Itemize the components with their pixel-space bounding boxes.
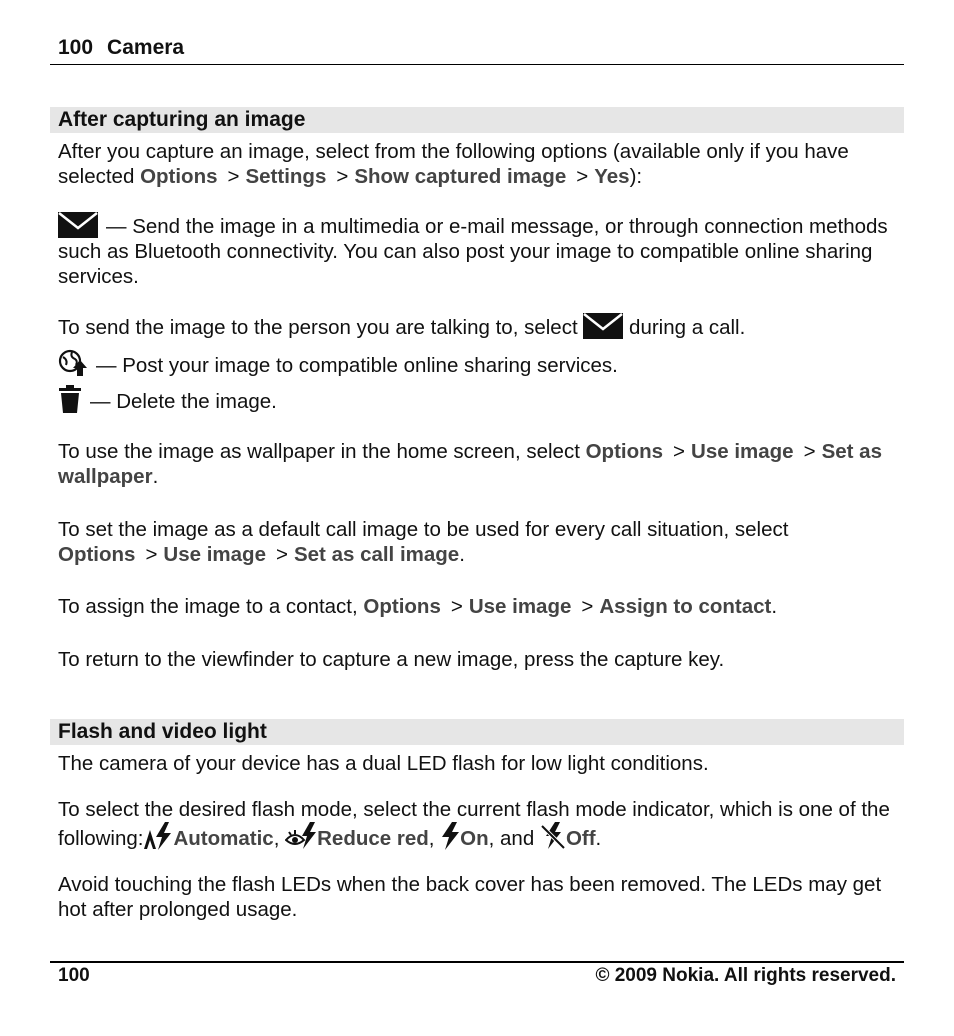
intro-text: After you capture an image, select from the following options (available only if you have selected (58, 140, 849, 188)
viewfinder-text: To return to the viewfinder to capture a new image, press the capture key. (58, 648, 725, 671)
ui-assign-to-contact: Assign to contact (599, 595, 772, 618)
flash-auto-icon (143, 822, 173, 850)
envelope-icon (583, 313, 623, 339)
contact-text: To assign the image to a contact, (58, 595, 364, 618)
contact-paragraph: To assign the image to a contact, Options > Use image > Assign to contact. (58, 595, 778, 618)
header-rule (50, 64, 904, 65)
header-page-number: 100 (58, 36, 94, 59)
send-call-end: during a call. (623, 316, 746, 339)
flash-and: , and (488, 827, 540, 850)
flash-p3 (58, 872, 904, 922)
flash-mode-reduce-red: Reduce red (317, 827, 429, 850)
ui-show-captured-image: Show captured image (354, 165, 567, 188)
flash-mode-on: On (460, 827, 489, 850)
flash-off-icon (540, 822, 566, 850)
flash-p2-end: . (595, 827, 602, 850)
intro-end: ): (629, 165, 643, 188)
wallpaper-text: To use the image as wallpaper in the home screen, select (58, 440, 586, 463)
trash-icon (58, 385, 82, 413)
flash-mode-automatic: Automatic (173, 827, 274, 850)
wallpaper-paragraph: To use the image as wallpaper in the home screen, select Options > Use image > Set as wallpaper. (58, 440, 882, 488)
ui-use-image: Use image (691, 440, 794, 463)
send-call-text: To send the image to the person you are talking to, select (58, 316, 584, 339)
send-paragraph (58, 212, 904, 289)
section-heading-bar (50, 107, 904, 133)
page-header (58, 36, 184, 60)
flash-p3-text: Avoid touching the flash LEDs when the back cover has been removed. The LEDs may get hot after prolonged usage. (58, 873, 882, 921)
ui-options: Options (58, 543, 136, 566)
section-title-flash: Flash and video light (58, 720, 267, 743)
flash-red-eye-icon (285, 822, 317, 850)
send-call-paragraph (58, 313, 904, 340)
ui-options: Options (585, 440, 664, 463)
header-chapter: Camera (107, 36, 185, 59)
footer-copyright: © 2009 Nokia. All rights reserved. (595, 965, 896, 986)
ui-options: Options (363, 595, 441, 618)
ui-settings: Settings (245, 165, 327, 188)
section-heading-bar (50, 719, 904, 745)
viewfinder-paragraph (58, 647, 904, 672)
flash-p2-text: To select the desired flash mode, select the current flash mode indicator, which is one of the following: (58, 798, 890, 850)
flash-on-icon (440, 822, 460, 850)
delete-text: — Delete the image. (90, 390, 277, 413)
ui-set-as-wallpaper: Set as wallpaper (58, 440, 882, 488)
wallpaper-end: . (152, 465, 159, 488)
post-text: — Post your image to compatible online sharing services. (96, 354, 618, 377)
ui-use-image: Use image (468, 595, 572, 618)
share-online-icon (58, 349, 88, 377)
flash-p1 (58, 751, 904, 776)
contact-end: . (771, 595, 778, 618)
intro-paragraph: After you capture an image, select from the following options (available only if you have selected Options > Settings > Show captured image > Yes): (58, 140, 849, 188)
footer-page-number: 100 (58, 965, 90, 986)
section-title-after-capturing: After capturing an image (58, 108, 306, 131)
footer-rule (50, 961, 904, 963)
call-image-end: . (459, 543, 465, 566)
call-image-text: To set the image as a default call image to be used for every call situation, select (58, 518, 789, 541)
send-text: — Send the image in a multimedia or e-mail message, or through connection methods such as Bluetooth connectivity. You can also post your image to compatible online sharing services. (58, 215, 888, 288)
flash-p1-text: The camera of your device has a dual LED flash for low light conditions. (58, 752, 709, 775)
ui-yes: Yes (594, 165, 630, 188)
post-paragraph (58, 349, 904, 378)
ui-options: Options (140, 165, 218, 188)
flash-mode-off: Off (565, 827, 596, 850)
call-image-paragraph: To set the image as a default call image to be used for every call situation, select Options > Use image > Set as call image. (58, 518, 789, 566)
ui-use-image: Use image (163, 543, 266, 566)
envelope-icon (58, 212, 98, 238)
flash-p2: To select the desired flash mode, select the current flash mode indicator, which is one of the following: Automatic, Reduce red, On, and Off. (58, 798, 890, 850)
delete-paragraph (58, 385, 904, 414)
ui-set-as-call-image: Set as call image (293, 543, 460, 566)
